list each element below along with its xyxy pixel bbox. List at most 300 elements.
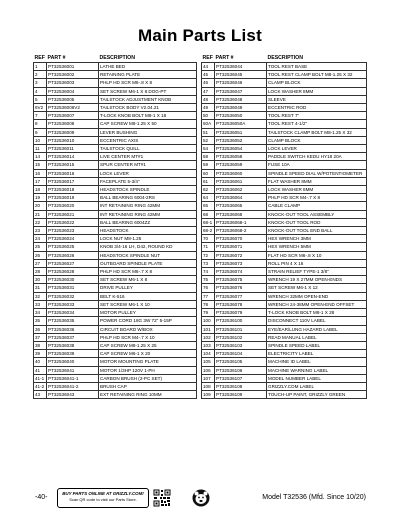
ref-cell: 33	[34, 300, 47, 308]
part-number-cell: PT32536020	[47, 202, 99, 210]
table-row	[202, 202, 367, 210]
part-number-cell: PT32536014	[47, 153, 99, 161]
ref-cell: 74	[202, 268, 215, 276]
part-number-cell: PT32536101	[215, 325, 267, 333]
part-number-cell: PT32536005	[47, 95, 99, 103]
table-row	[202, 350, 367, 358]
part-number-header: PART #	[47, 55, 66, 61]
ref-cell: 78	[202, 300, 215, 308]
table-row	[34, 153, 197, 161]
ref-cell: 58	[202, 153, 215, 161]
part-number-cell: PT32536038	[47, 341, 99, 349]
part-number-cell: PT32536106	[215, 366, 267, 374]
table-row	[202, 218, 367, 226]
description-cell: CAP SCREW M6-1 X 20	[99, 350, 197, 358]
table-row	[34, 292, 197, 300]
table-row	[34, 300, 197, 308]
part-number-cell: PT32536077	[215, 292, 267, 300]
table-row	[34, 177, 197, 185]
table-row	[202, 341, 367, 349]
description-cell: HEADSTOCK SPINDLE	[99, 186, 197, 194]
ref-cell: 54	[202, 145, 215, 153]
description-cell: LATHE BED	[99, 63, 197, 71]
parts-table-left-body	[34, 63, 197, 399]
description-cell: LIVE CENTER MT#1	[99, 153, 197, 161]
part-number-cell: PT32536073	[215, 259, 267, 267]
part-number-cell: PT32536016	[47, 169, 99, 177]
description-cell: FLAT HD SCR M6-.8 X 10	[267, 251, 367, 259]
part-number-cell: PT32536023	[47, 227, 99, 235]
part-number-cell: PT32536035	[47, 317, 99, 325]
table-row	[202, 309, 367, 317]
part-number-cell: PT32536033	[47, 300, 99, 308]
part-number-cell: PT32536074	[215, 268, 267, 276]
description-cell: POWER CORD 18G 3W 72" 5-15P	[99, 317, 197, 325]
table-row	[202, 276, 367, 284]
part-number-cell: PT32536051	[215, 128, 267, 136]
table-row	[34, 243, 197, 251]
part-number-cell: PT32536058	[215, 153, 267, 161]
table-row	[202, 153, 367, 161]
ref-cell: 64	[202, 194, 215, 202]
table-row	[34, 391, 197, 399]
ref-cell: 35	[34, 317, 47, 325]
description-cell: KNOB 3/4-16 LH, D42, ROUND KD	[99, 243, 197, 251]
ref-cell: 51	[202, 128, 215, 136]
part-number-cell: PT32536041-2	[47, 382, 99, 390]
table-row	[34, 382, 197, 390]
ref-cell: 38	[34, 341, 47, 349]
description-cell: DRIVE PULLEY	[99, 284, 197, 292]
ref-cell: 16	[34, 169, 47, 177]
table-row	[34, 374, 197, 382]
table-row	[34, 268, 197, 276]
table-row	[202, 235, 367, 243]
table-row	[34, 235, 197, 243]
part-number-cell: PT32536100	[215, 317, 267, 325]
page-number: -40-	[35, 494, 48, 501]
table-row	[202, 136, 367, 144]
part-number-cell: PT32536104	[215, 350, 267, 358]
table-row	[202, 87, 367, 95]
part-number-cell: PT32536108	[215, 382, 267, 390]
ref-cell: 72	[202, 251, 215, 259]
table-row	[34, 309, 197, 317]
ref-cell: 3	[34, 79, 47, 87]
ref-cell: 10	[34, 136, 47, 144]
description-cell: SET SCREW M6-1 X 8 DOG-PT	[99, 87, 197, 95]
description-cell: WRENCH 24-38MM OPEN-END OFFSET	[267, 300, 367, 308]
ref-cell: 108	[202, 382, 215, 390]
ref-cell: 107	[202, 374, 215, 382]
table-row	[34, 87, 197, 95]
ref-cell: 7	[34, 112, 47, 120]
description-cell: ECCENTRIC ROD	[267, 104, 367, 112]
description-cell: LOCK WASHER 8MM	[267, 186, 367, 194]
description-cell: CLAMP BLOCK	[267, 136, 367, 144]
description-cell: BALL BEARING 6004-2RS	[99, 194, 197, 202]
description-cell: T-LOCK KNOB BOLT M8-1 X 18	[99, 112, 197, 120]
promo-subtext: Scan QR code to visit our Parts Store.	[69, 497, 137, 502]
description-cell: SLEEVE	[267, 95, 367, 103]
description-cell: SPINDLE SPEED LABEL	[267, 341, 367, 349]
part-number-cell: PT32536044	[215, 63, 267, 71]
ref-cell: 9	[34, 128, 47, 136]
part-number-cell: PT32536041	[47, 366, 99, 374]
parts-table-right-body	[202, 63, 367, 399]
ref-cell: 5	[34, 95, 47, 103]
table-row	[34, 317, 197, 325]
description-cell: CAP SCREW M8-1.25 X 25	[99, 341, 197, 349]
table-row	[34, 145, 197, 153]
ref-cell: 68-2	[202, 227, 215, 235]
table-row	[202, 169, 367, 177]
part-number-cell: PT32536036	[47, 325, 99, 333]
description-cell: MOTOR MOUNTING PLATE	[99, 358, 197, 366]
table-row	[34, 169, 197, 177]
ref-cell: 30	[34, 276, 47, 284]
table-row	[202, 79, 367, 87]
description-cell: SPINDLE SPEED DIAL W/POTENTIOMETER	[267, 169, 367, 177]
page-title: Main Parts List	[138, 26, 262, 45]
table-row	[34, 136, 197, 144]
part-number-cell: PT32536071	[215, 243, 267, 251]
table-row	[202, 300, 367, 308]
table-row	[202, 284, 367, 292]
table-row	[34, 366, 197, 374]
description-cell: BALL BEARING 6004ZZ	[99, 218, 197, 226]
description-cell: BELT K-516	[99, 292, 197, 300]
ref-cell: 104	[202, 350, 215, 358]
ref-cell: 50A	[202, 120, 215, 128]
part-number-header: PART #	[215, 55, 234, 61]
ref-cell: 49	[202, 104, 215, 112]
description-cell: MOTOR 1/3HP 120V 1-PH	[99, 366, 197, 374]
part-number-cell: PT32536109	[215, 391, 267, 399]
description-cell: CAP SCREW M8-1.25 X 50	[99, 120, 197, 128]
ref-cell: 73	[202, 259, 215, 267]
part-number-cell: PT32536070	[215, 235, 267, 243]
part-number-cell: PT32536027	[47, 259, 99, 267]
part-number-cell: PT32536025	[47, 243, 99, 251]
part-number-cell: PT32536049	[215, 104, 267, 112]
part-number-cell: PT32536050A	[215, 120, 267, 128]
table-row	[202, 128, 367, 136]
description-cell: TOOL REST 7"	[267, 112, 367, 120]
part-number-cell: PT32536047	[215, 87, 267, 95]
ref-cell: 103	[202, 341, 215, 349]
table-row	[34, 120, 197, 128]
table-row	[202, 358, 367, 366]
grizzly-bear-logo-icon	[192, 489, 210, 507]
ref-cell: 34	[34, 309, 47, 317]
table-row	[34, 161, 197, 169]
description-cell: CARBON BRUSH (2-PC SET)	[99, 374, 197, 382]
part-number-cell: PT32536062	[215, 186, 267, 194]
table-row	[34, 325, 197, 333]
table-row	[202, 177, 367, 185]
ref-cell: 15	[34, 161, 47, 169]
table-row	[202, 71, 367, 79]
table-header-row	[34, 55, 197, 63]
description-cell: MACHINE ID LABEL	[267, 358, 367, 366]
table-row	[202, 120, 367, 128]
description-cell: HEADSTOCK	[99, 227, 197, 235]
table-row	[202, 333, 367, 341]
part-number-cell: PT32536019	[47, 194, 99, 202]
ref-cell: 40	[34, 358, 47, 366]
description-cell: TAILSTOCK BODY V2.04.21	[99, 104, 197, 112]
part-number-cell: PT32536010	[47, 136, 99, 144]
description-cell: LOCK WASHER 8MM	[267, 87, 367, 95]
ref-cell: 48	[202, 95, 215, 103]
description-cell: HEX WRENCH 5MM	[267, 243, 367, 251]
table-header-row	[202, 55, 367, 63]
ref-cell: 18	[34, 186, 47, 194]
description-cell: READ MANUAL LABEL	[267, 333, 367, 341]
description-cell: FLAT WASHER 8MM	[267, 177, 367, 185]
table-row	[34, 186, 197, 194]
description-cell: SPUR CENTER MT#1	[99, 161, 197, 169]
part-number-cell: PT32536103	[215, 341, 267, 349]
part-number-cell: PT32536043	[47, 391, 99, 399]
table-row	[34, 350, 197, 358]
ref-cell: 11	[34, 145, 47, 153]
table-row	[202, 112, 367, 120]
ref-cell: 101	[202, 325, 215, 333]
table-row	[34, 333, 197, 341]
part-number-cell: PT32536076	[215, 284, 267, 292]
part-number-cell: PT32536041-1	[47, 374, 99, 382]
table-row	[34, 112, 197, 120]
description-cell: PHLP HD SCR M6-.8 X 8	[99, 79, 197, 87]
part-number-cell: PT32536075	[215, 276, 267, 284]
part-number-cell: PT32536007	[47, 112, 99, 120]
ref-cell: 27	[34, 259, 47, 267]
description-cell: OUTBOARD SPINDLE PLATE	[99, 259, 197, 267]
description-cell: INT RETAINING RING 42MM	[99, 202, 197, 210]
part-number-cell: PT32536039	[47, 350, 99, 358]
part-number-cell: PT32536026	[47, 251, 99, 259]
description-cell: HEX WRENCH 3MM	[267, 235, 367, 243]
description-cell: PHLP HD SCR M4-.7 X 10	[99, 333, 197, 341]
ref-cell: 102	[202, 333, 215, 341]
ref-cell: 76	[202, 284, 215, 292]
part-number-cell: PT32536040	[47, 358, 99, 366]
description-cell: PHLP HD SCR M4-.7 X 8	[267, 194, 367, 202]
ref-cell: 105	[202, 358, 215, 366]
table-row	[202, 374, 367, 382]
ref-cell: 17	[34, 177, 47, 185]
part-number-cell: PT32536037	[47, 333, 99, 341]
ref-cell: 43	[34, 391, 47, 399]
table-row	[202, 243, 367, 251]
description-header: DESCRIPTION	[99, 55, 135, 61]
description-cell: KNOCK-OUT TOOL ROD	[267, 218, 367, 226]
description-cell: STRAIN RELIEF TYPE-1 3/8"	[267, 268, 367, 276]
description-cell: TOOL REST BASE	[267, 63, 367, 71]
part-number-cell: PT32536002	[47, 71, 99, 79]
ref-cell: 68-1	[202, 218, 215, 226]
part-number-cell: PT32536078	[215, 300, 267, 308]
ref-cell: 21	[34, 210, 47, 218]
ref-cell: 37	[34, 333, 47, 341]
table-row	[202, 292, 367, 300]
table-row	[202, 104, 367, 112]
table-row	[202, 259, 367, 267]
table-row	[34, 210, 197, 218]
part-number-cell: PT32536107	[215, 374, 267, 382]
part-number-cell: PT32536031	[47, 284, 99, 292]
description-cell: CLAMP BLOCK	[267, 79, 367, 87]
model-number-text: Model T32536 (Mfd. Since 10/20)	[262, 494, 366, 501]
description-cell: TOUCH-UP PAINT, GRIZZLY GREEN	[267, 391, 367, 399]
part-number-cell: PT32536105	[215, 358, 267, 366]
table-row	[202, 391, 367, 399]
ref-cell: 41	[34, 366, 47, 374]
description-cell: T-LOCK KNOB BOLT M8-1 X 28	[267, 309, 367, 317]
description-cell: ELECTRICITY LABEL	[267, 350, 367, 358]
table-row	[34, 63, 197, 71]
part-number-cell: PT32536048	[215, 95, 267, 103]
description-cell: EYE/EAR/LUNG HAZARD LABEL	[267, 325, 367, 333]
description-cell: GRIZZLY.COM LABEL	[267, 382, 367, 390]
part-number-cell: PT32536028	[47, 268, 99, 276]
description-cell: EXT RETAINING RING 10MM	[99, 391, 197, 399]
description-cell: MACHINE WARNING LABEL	[267, 366, 367, 374]
table-row	[202, 145, 367, 153]
table-row	[34, 71, 197, 79]
description-cell: MOTOR PULLEY	[99, 309, 197, 317]
table-row	[202, 95, 367, 103]
part-number-cell: PT32536032	[47, 292, 99, 300]
ref-cell: 70	[202, 235, 215, 243]
description-header: DESCRIPTION	[267, 55, 303, 61]
parts-table-left	[33, 55, 197, 399]
description-cell: PADDLE SWITCH KEDU HY18 20A	[267, 153, 367, 161]
description-cell: SET SCREW M6-1 X 8	[99, 276, 197, 284]
parts-tables	[33, 55, 367, 399]
ref-cell: 52	[202, 136, 215, 144]
description-cell: LEVER BUSHING	[99, 128, 197, 136]
ref-cell: 59	[202, 161, 215, 169]
description-cell: KNOCK-OUT TOOL ASSEMBLY	[267, 210, 367, 218]
part-number-cell: PT32536052	[215, 136, 267, 144]
part-number-cell: PT32536006V2	[47, 104, 99, 112]
ref-cell: 65	[202, 202, 215, 210]
table-row	[202, 325, 367, 333]
ref-cell: 8	[34, 120, 47, 128]
ref-cell: 4	[34, 87, 47, 95]
table-row	[202, 161, 367, 169]
ref-cell: 106	[202, 366, 215, 374]
part-number-cell: PT32536003	[47, 79, 99, 87]
table-row	[34, 284, 197, 292]
description-cell: BRUSH CAP	[99, 382, 197, 390]
ref-cell: 26	[34, 251, 47, 259]
ref-cell: 2	[34, 71, 47, 79]
part-number-cell: PT32536024	[47, 235, 99, 243]
ref-cell: 23	[34, 227, 47, 235]
ref-cell: 41-2	[34, 382, 47, 390]
ref-cell: 45	[202, 71, 215, 79]
part-number-cell: PT32536021	[47, 210, 99, 218]
part-number-cell: PT32536060	[215, 169, 267, 177]
part-number-cell: PT32536022	[47, 218, 99, 226]
part-number-cell: PT32536030	[47, 276, 99, 284]
table-row	[202, 268, 367, 276]
table-row	[34, 104, 197, 112]
ref-header: REF	[34, 55, 45, 61]
table-row	[202, 251, 367, 259]
table-row	[34, 276, 197, 284]
ref-cell: 50	[202, 112, 215, 120]
table-row	[34, 128, 197, 136]
description-cell: LOCK LEVER	[99, 169, 197, 177]
description-cell: ROLL PIN 4 X 16	[267, 259, 367, 267]
description-cell: CABLE CLAMP	[267, 202, 367, 210]
ref-cell: 22	[34, 218, 47, 226]
table-row	[34, 95, 197, 103]
part-number-cell: PT32536050	[215, 112, 267, 120]
description-cell: DISCONNECT 110V LABEL	[267, 317, 367, 325]
ref-cell: 47	[202, 87, 215, 95]
ref-cell: 1	[34, 63, 47, 71]
description-cell: INT RETAINING RING 42MM	[99, 210, 197, 218]
ref-cell: 46	[202, 79, 215, 87]
description-cell: SET SCREW M6-1 X 10	[99, 300, 197, 308]
page-footer	[0, 488, 400, 512]
part-number-cell: PT32536065	[215, 202, 267, 210]
ref-cell: 68	[202, 210, 215, 218]
table-row	[34, 194, 197, 202]
description-cell: FACEPLATE 5-3/4"	[99, 177, 197, 185]
part-number-cell: PT32536102	[215, 333, 267, 341]
ref-cell: 100	[202, 317, 215, 325]
table-row	[34, 202, 197, 210]
parts-store-promo-box	[57, 488, 149, 508]
part-number-cell: PT32536068-1	[215, 218, 267, 226]
part-number-cell: PT32536079	[215, 309, 267, 317]
ref-cell: 44	[202, 63, 215, 71]
description-cell: TAILSTOCK ADJUSTMENT KNOB	[99, 95, 197, 103]
ref-cell: 24	[34, 235, 47, 243]
part-number-cell: PT32536061	[215, 177, 267, 185]
table-row	[34, 218, 197, 226]
table-row	[202, 317, 367, 325]
part-number-cell: PT32536068-2	[215, 227, 267, 235]
description-cell: TAILSTOCK CLAMP BOLT M8-1.25 X 32	[267, 128, 367, 136]
table-row	[34, 259, 197, 267]
description-cell: RETAINING PLATE	[99, 71, 197, 79]
ref-cell: 19	[34, 194, 47, 202]
qr-code-icon	[153, 489, 171, 507]
description-cell: TOOL REST 4-1/2"	[267, 120, 367, 128]
ref-cell: 20	[34, 202, 47, 210]
description-cell: LOCK LEVER	[267, 145, 367, 153]
table-row	[34, 358, 197, 366]
table-row	[202, 63, 367, 71]
table-row	[34, 341, 197, 349]
ref-cell: 36	[34, 325, 47, 333]
description-cell: PHLP HD SCR M6-.7 X 8	[99, 268, 197, 276]
ref-cell: 41-1	[34, 374, 47, 382]
ref-cell: 31	[34, 284, 47, 292]
ref-cell: 71	[202, 243, 215, 251]
ref-cell: 32	[34, 292, 47, 300]
table-row	[202, 227, 367, 235]
ref-cell: 6V2	[34, 104, 47, 112]
